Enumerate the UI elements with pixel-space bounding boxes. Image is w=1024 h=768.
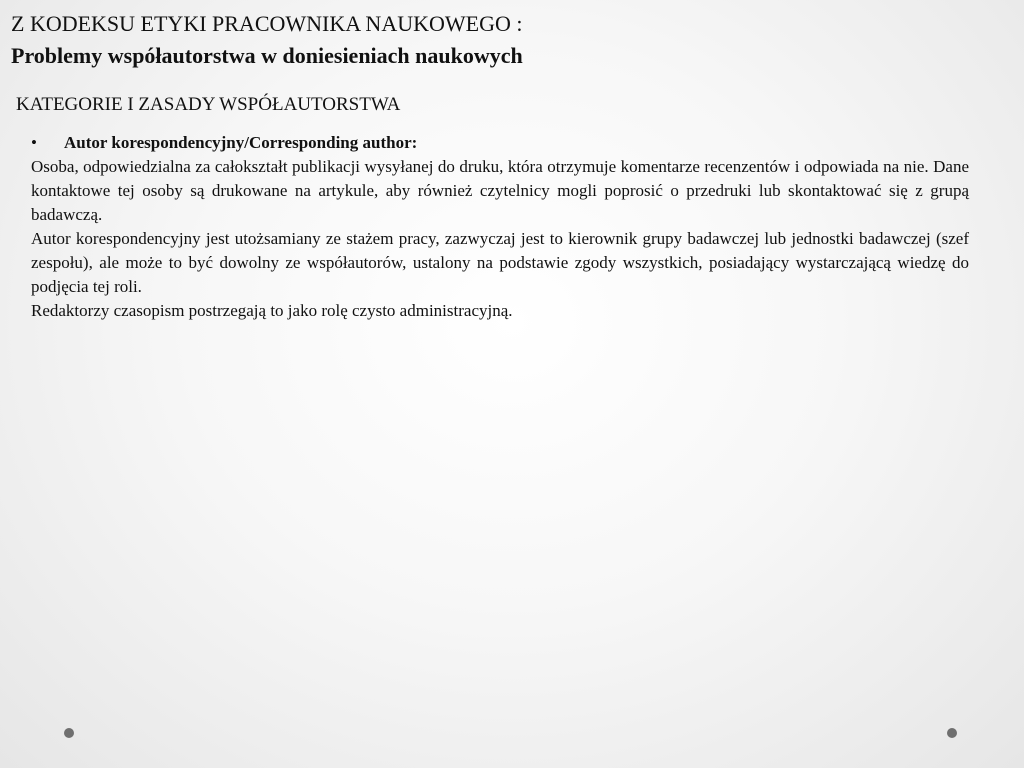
bullet-label: Autor korespondencyjny/Corresponding author: — [64, 133, 418, 152]
decorative-dot-left-icon — [64, 728, 74, 738]
slide-content — [31, 131, 969, 323]
slide-title: Z KODEKSU ETYKI PRACOWNIKA NAUKOWEGO : — [11, 11, 523, 36]
bullet-item — [31, 131, 969, 155]
paragraph-editors: Redaktorzy czasopism postrzegają to jako rolę czysto administracyjną. — [31, 301, 513, 320]
decorative-dot-right-icon — [947, 728, 957, 738]
slide-title-bold: Problemy współautorstwa w doniesieniach naukowych — [11, 43, 523, 68]
paragraph-role: Autor korespondencyjny jest utożsamiany ze stażem pracy, zazwyczaj jest to kierownik grupy badawczej lub jednostki badawczej (szef zespołu), ale może to być dowolny ze współautorów, ustalony na podstawie zgody wszystkich, posiadający wystarczającą wiedzę do podjęcia tej roli. — [31, 229, 969, 296]
bullet-icon: • — [31, 133, 37, 152]
section-heading: KATEGORIE I ZASADY WSPÓŁAUTORSTWA — [16, 94, 401, 115]
paragraph-definition: Osoba, odpowiedzialna za całokształt publikacji wysyłanej do druku, która otrzymuje komentarze recenzentów i odpowiada na nie. Dane kontaktowe tej osoby są drukowane na artykule, aby również czytelnicy mogli poprosić o przedruki lub skontaktować się z grupą badawczą. — [31, 157, 969, 224]
